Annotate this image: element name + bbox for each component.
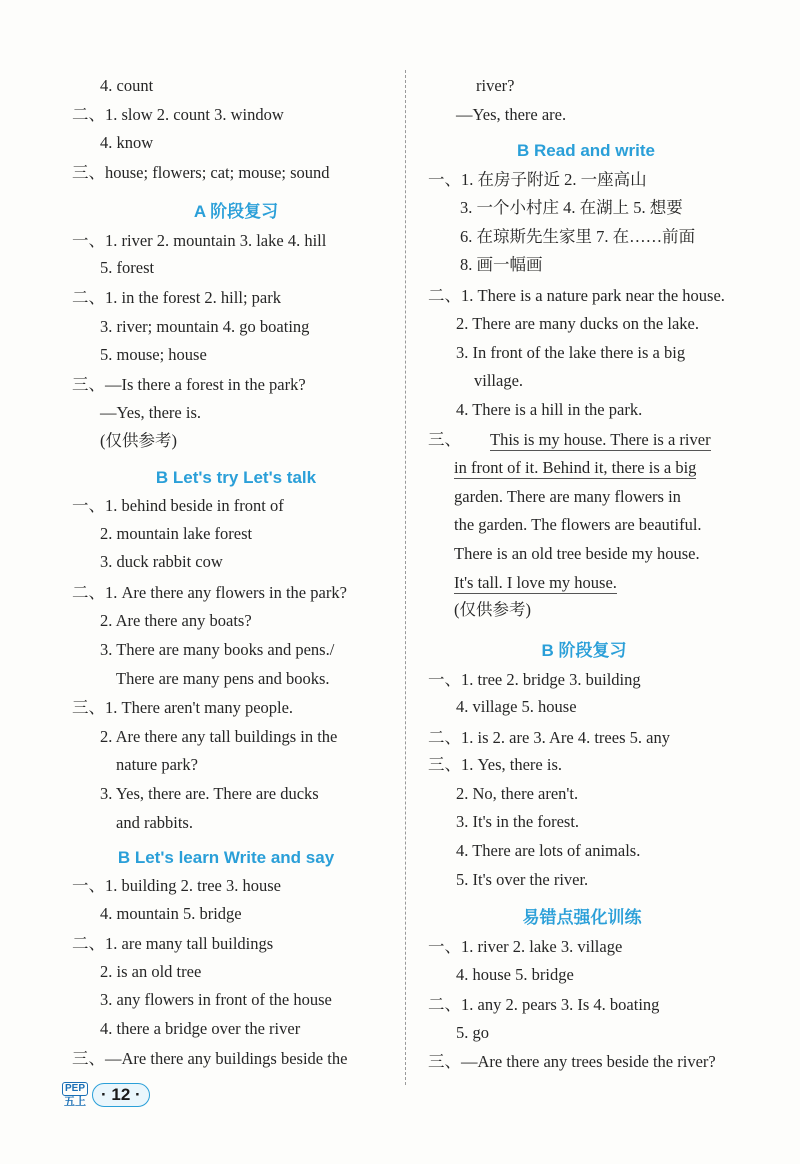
- left-answer-line: [100, 727, 337, 747]
- grade-label: 五上: [64, 1096, 86, 1108]
- right-answer-line: [456, 343, 685, 363]
- right-section-heading: B Read and write: [517, 141, 655, 160]
- right-answer-line: [456, 697, 577, 717]
- right-answer-line: [460, 198, 683, 218]
- right-answer-line: [456, 841, 640, 861]
- left-answer-line: [116, 669, 330, 689]
- answer-text: 4. There are lots of animals.: [456, 841, 641, 860]
- right-answer-line: [456, 400, 642, 420]
- answer-text: 3. 一个小村庄 4. 在湖上 5. 想要: [460, 198, 683, 217]
- right-answer-line: [490, 430, 711, 450]
- answer-text: (仅供参考): [454, 600, 531, 619]
- answer-text: 4. count: [100, 76, 154, 95]
- left-answer-line: [100, 133, 153, 153]
- right-answer-line: [454, 458, 696, 478]
- answer-text: It's tall. I love my house.: [454, 573, 617, 592]
- left-answer-line: [100, 640, 334, 660]
- right-answer-line: [428, 430, 461, 450]
- left-section-heading: A 阶段复习: [193, 202, 279, 221]
- right-answer-line: [454, 573, 617, 593]
- answer-text: 二、1. any 2. pears 3. Is 4. boating: [428, 995, 660, 1014]
- right-answer-line: [428, 995, 659, 1015]
- left-answer-line: [100, 962, 201, 982]
- right-answer-line: [428, 670, 641, 690]
- answer-text: and rabbits.: [116, 813, 193, 832]
- answer-text: 5. go: [456, 1023, 489, 1042]
- answer-text: 二、1. in the forest 2. hill; park: [72, 288, 281, 307]
- answer-text: 三、house; flowers; cat; mouse; sound: [72, 163, 330, 182]
- right-section-heading: 易错点强化训练: [522, 908, 642, 927]
- answer-text: 二、1. is 2. are 3. Are 4. trees 5. any: [428, 728, 670, 747]
- answer-text: 三、1. Yes, there is.: [428, 755, 562, 774]
- answer-text: 3. It's in the forest.: [456, 812, 580, 831]
- answer-text: 一、1. river 2. lake 3. village: [428, 937, 623, 956]
- left-answer-line: [72, 375, 306, 395]
- answer-text: 4. there a bridge over the river: [100, 1019, 301, 1038]
- left-answer-line: [116, 813, 193, 833]
- answer-text: nature park?: [116, 755, 198, 774]
- left-answer-line: [116, 755, 198, 775]
- answer-text: (仅供参考): [100, 431, 177, 450]
- page-number: · 12 ·: [92, 1083, 150, 1107]
- edition-badge: [62, 1082, 88, 1108]
- left-section-heading: B Let's try Let's talk: [155, 468, 317, 487]
- answer-text: 2. is an old tree: [100, 962, 202, 981]
- answer-text: 2. There are many ducks on the lake.: [456, 314, 699, 333]
- answer-text: 三、1. There aren't many people.: [72, 698, 294, 717]
- left-answer-line: [100, 990, 332, 1010]
- answer-text: 2. mountain lake forest: [100, 524, 253, 543]
- left-answer-line: [100, 784, 319, 804]
- right-answer-line: [428, 937, 622, 957]
- left-answer-line: [100, 431, 177, 451]
- answer-text: 一、1. building 2. tree 3. house: [72, 876, 281, 895]
- answer-text: 2. Are there any boats?: [100, 611, 252, 630]
- right-answer-line: [454, 600, 531, 620]
- answer-text: 6. 在琼斯先生家里 7. 在……前面: [460, 227, 696, 246]
- answer-text: 3. any flowers in front of the house: [100, 990, 332, 1009]
- left-answer-line: [100, 552, 223, 572]
- right-section-heading: B 阶段复习: [541, 641, 627, 660]
- left-answer-line: [100, 524, 252, 544]
- left-answer-line: [72, 876, 281, 896]
- answer-text: 4. know: [100, 133, 154, 152]
- answer-text: 一、1. tree 2. bridge 3. building: [428, 670, 641, 689]
- answer-text: There are many pens and books.: [116, 669, 330, 688]
- answer-text: 4. house 5. bridge: [456, 965, 574, 984]
- answer-text: 4. village 5. house: [456, 697, 577, 716]
- left-answer-line: [100, 317, 309, 337]
- left-answer-line: [100, 258, 154, 278]
- left-answer-line: [100, 1019, 300, 1039]
- answer-text: 一、1. behind beside in front of: [72, 496, 284, 515]
- answer-text: 二、1. Are there any flowers in the park?: [72, 583, 347, 602]
- right-answer-line: [428, 728, 670, 748]
- answer-text: 5. It's over the river.: [456, 870, 589, 889]
- right-answer-line: [476, 76, 514, 96]
- right-answer-line: [428, 170, 647, 190]
- answer-text: —Yes, there are.: [456, 105, 567, 124]
- left-section-heading: B Let's learn Write and say: [117, 848, 335, 867]
- answer-text: 3. river; mountain 4. go boating: [100, 317, 310, 336]
- answer-text: 5. mouse; house: [100, 345, 207, 364]
- left-answer-line: [100, 345, 207, 365]
- answer-text: 三、—Are there any trees beside the river?: [428, 1052, 716, 1071]
- answer-text: 二、1. are many tall buildings: [72, 934, 274, 953]
- left-answer-line: [72, 231, 326, 251]
- right-answer-line: [456, 784, 578, 804]
- answer-text: 3. In front of the lake there is a big: [456, 343, 686, 362]
- left-answer-line: [72, 934, 273, 954]
- right-answer-line: [454, 544, 700, 564]
- right-answer-line: [428, 755, 562, 775]
- right-answer-line: [460, 255, 543, 275]
- left-answer-line: [100, 611, 252, 631]
- answer-text: river?: [476, 76, 515, 95]
- left-answer-line: [72, 163, 330, 183]
- answer-text: There is an old tree beside my house.: [454, 544, 700, 563]
- answer-text: 3. There are many books and pens./: [100, 640, 335, 659]
- answer-text: 3. Yes, there are. There are ducks: [100, 784, 319, 803]
- right-answer-line: [456, 105, 566, 125]
- left-answer-line: [72, 496, 284, 516]
- answer-text: 2. No, there aren't.: [456, 784, 579, 803]
- answer-text: —Yes, there is.: [100, 403, 201, 422]
- right-answer-line: [456, 965, 574, 985]
- left-answer-line: [72, 698, 293, 718]
- answer-text: the garden. The flowers are beautiful.: [454, 515, 702, 534]
- answer-text: 一、1. river 2. mountain 3. lake 4. hill: [72, 231, 327, 250]
- right-answer-line: [456, 870, 588, 890]
- left-answer-line: [72, 583, 347, 603]
- right-answer-line: [474, 371, 523, 391]
- column-divider: [405, 70, 406, 1085]
- right-answer-line: [456, 812, 579, 832]
- answer-text: 5. forest: [100, 258, 155, 277]
- left-answer-line: [72, 105, 284, 125]
- right-answer-line: [460, 227, 695, 247]
- answer-text: 4. mountain 5. bridge: [100, 904, 242, 923]
- answer-text: 二、1. There is a nature park near the house.: [428, 286, 725, 305]
- answer-text: village.: [474, 371, 524, 390]
- right-answer-line: [454, 515, 702, 535]
- answer-text: 4. There is a hill in the park.: [456, 400, 643, 419]
- answer-text: 三、—Are there any buildings beside the: [72, 1049, 348, 1068]
- left-answer-line: [72, 288, 281, 308]
- left-answer-line: [100, 76, 153, 96]
- answer-text: 三、: [428, 430, 461, 449]
- answer-text: 2. Are there any tall buildings in the: [100, 727, 338, 746]
- pep-label: PEP: [62, 1082, 88, 1096]
- answer-text: 8. 画一幅画: [460, 255, 543, 274]
- right-answer-line: [456, 1023, 489, 1043]
- answer-text: This is my house. There is a river: [490, 430, 711, 449]
- answer-text: garden. There are many flowers in: [454, 487, 681, 506]
- page-footer: [62, 1080, 150, 1110]
- left-answer-line: [72, 1049, 347, 1069]
- right-answer-line: [428, 1052, 716, 1072]
- right-answer-line: [428, 286, 725, 306]
- left-answer-line: [100, 403, 201, 423]
- right-answer-line: [456, 314, 699, 334]
- left-answer-line: [100, 904, 242, 924]
- answer-text: 二、1. slow 2. count 3. window: [72, 105, 284, 124]
- right-answer-line: [454, 487, 681, 507]
- answer-text: in front of it. Behind it, there is a big: [454, 458, 697, 477]
- answer-text: 3. duck rabbit cow: [100, 552, 223, 571]
- answer-text: 一、1. 在房子附近 2. 一座高山: [428, 170, 647, 189]
- answer-text: 三、—Is there a forest in the park?: [72, 375, 306, 394]
